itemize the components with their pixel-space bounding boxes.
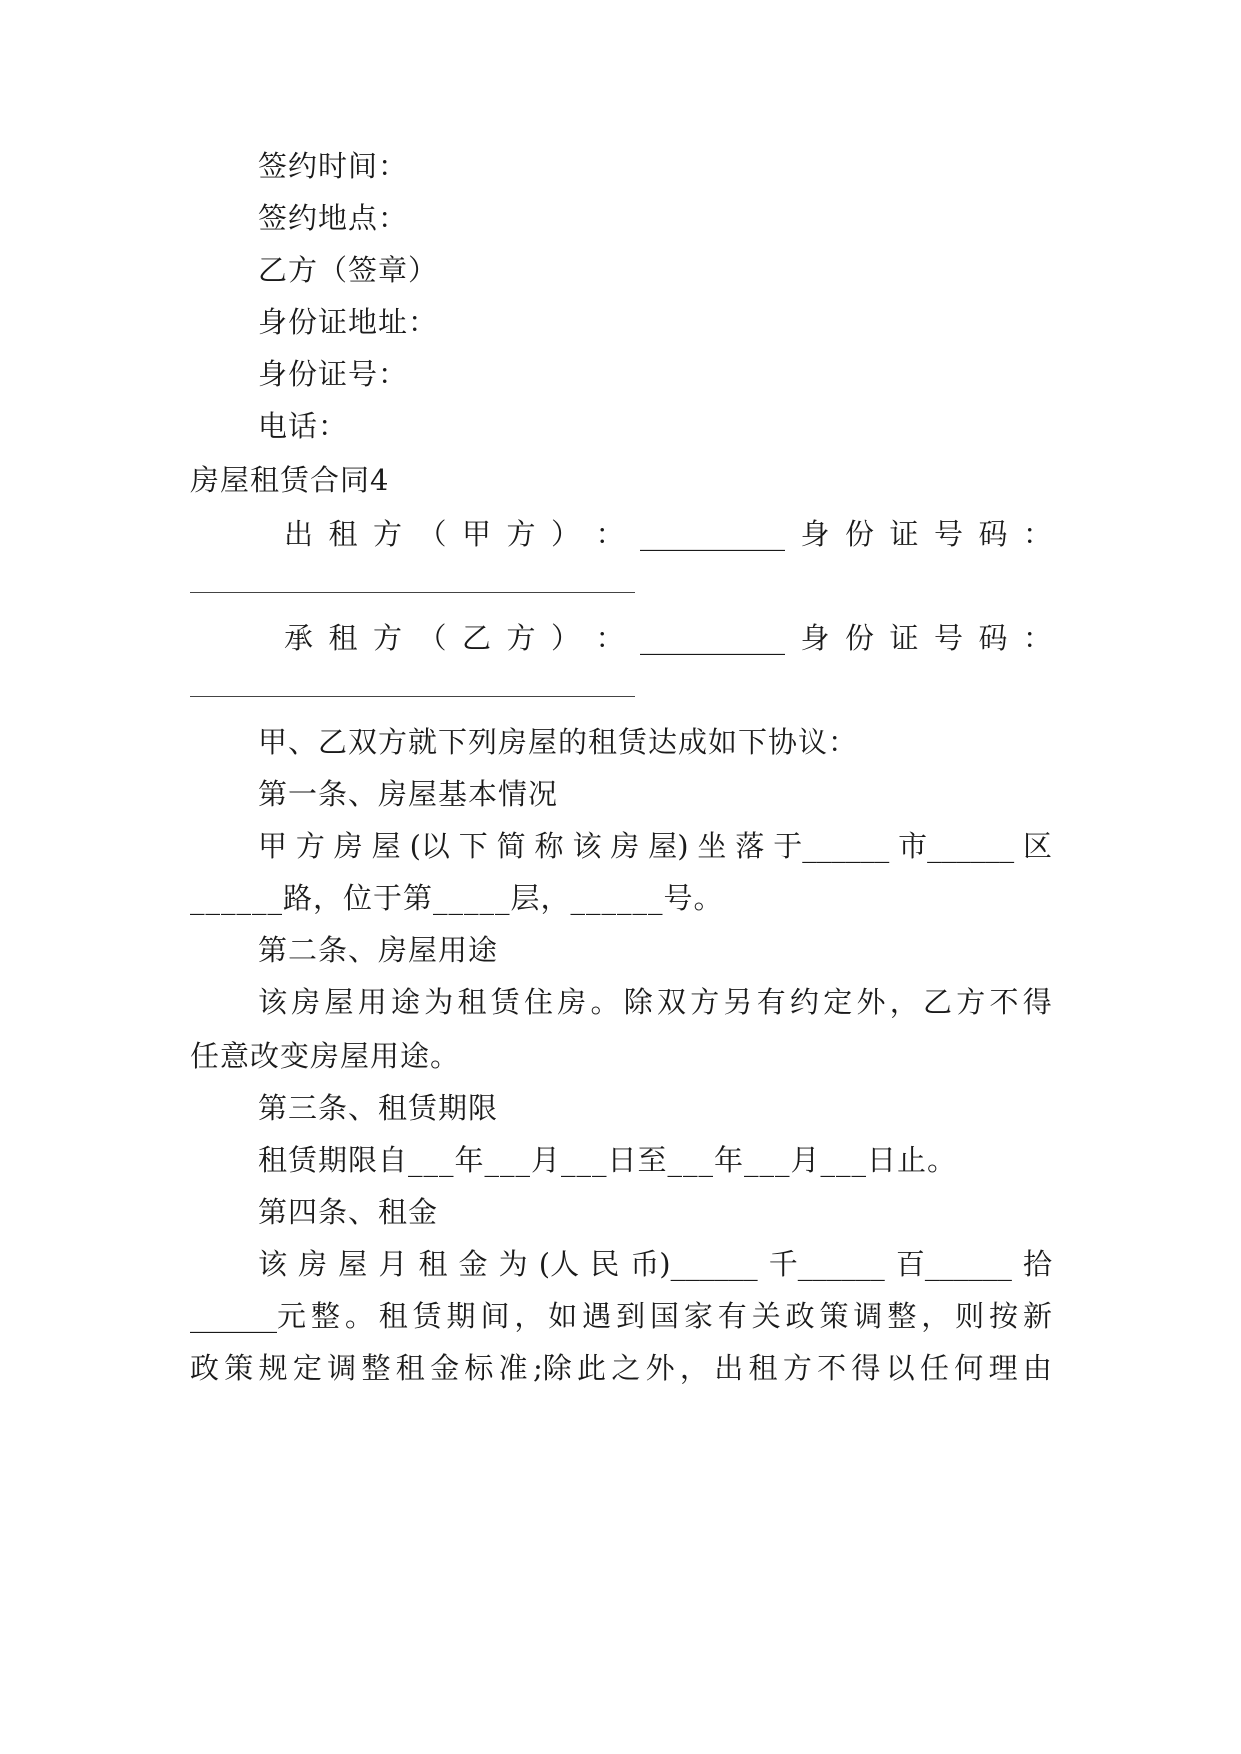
text-token: 期 [446, 1299, 476, 1333]
article1-line2: ______路，位于第_____层，______号。 [190, 881, 724, 915]
text-token: 新 [1022, 1299, 1052, 1333]
text-token: 金 [430, 1351, 460, 1385]
text-token: 币)______ [630, 1247, 758, 1281]
text-token: 租 [328, 517, 358, 551]
text-token: 不 [989, 985, 1019, 1019]
text-token: 方 [506, 621, 536, 655]
text-token: 市______ [898, 829, 1015, 863]
article4-line3 [190, 1348, 1052, 1388]
text-token: （ [417, 517, 447, 551]
lessee-line [284, 618, 1052, 658]
text-token: 策 [224, 1351, 254, 1385]
text-token: 住 [524, 985, 554, 1019]
text-token: 遇 [582, 1299, 612, 1333]
text-token: ） [551, 621, 581, 655]
article4-line1 [258, 1244, 1052, 1284]
text-token: 理 [988, 1351, 1018, 1385]
text-token: 房 [291, 985, 321, 1019]
text-token: ） [551, 517, 581, 551]
text-token: ： [1022, 517, 1052, 551]
text-token: 身 [800, 517, 830, 551]
text-token: 身 [800, 621, 830, 655]
text-token: 租 [395, 1351, 425, 1385]
text-token: 政 [785, 1299, 815, 1333]
text-token: 外 [645, 1351, 675, 1385]
article3-heading: 第三条、租赁期限 [258, 1091, 499, 1125]
text-token: 国 [649, 1299, 679, 1333]
id-number-label: 身份证号： [258, 357, 409, 391]
text-token: 乙 [923, 985, 953, 1019]
text-token: 策 [819, 1299, 849, 1333]
text-token: 金 [458, 1247, 488, 1281]
text-token: 方 [295, 829, 325, 863]
article1-line1 [258, 826, 1052, 866]
text-token: 整 [361, 1351, 391, 1385]
text-token: 。 [344, 1299, 374, 1333]
text-token: 则 [955, 1299, 985, 1333]
text-token: 该 [258, 985, 288, 1019]
text-token: 租 [748, 1351, 778, 1385]
text-token: 号 [933, 517, 963, 551]
text-token: 。 [590, 985, 620, 1019]
article1-heading: 第一条、房屋基本情况 [258, 777, 559, 811]
text-token: 规 [258, 1351, 288, 1385]
text-token: 租 [457, 985, 487, 1019]
text-token: ______元 [190, 1299, 307, 1333]
text-token: 有 [717, 1299, 747, 1333]
text-token: 有 [756, 985, 786, 1019]
text-token: 调 [853, 1299, 883, 1333]
article4-heading: 第四条、租金 [258, 1195, 439, 1229]
text-token: 屋 [338, 1247, 368, 1281]
lessee-id-blank-rule [190, 696, 635, 697]
text-token: (人 [538, 1247, 580, 1281]
text-token: 百______ [895, 1247, 1012, 1281]
text-token: 按 [989, 1299, 1019, 1333]
article3-line1: 租赁期限自___年___月___日至___年___月___日止。 [258, 1143, 958, 1177]
text-token: 承 [284, 621, 314, 655]
text-token: 途 [391, 985, 421, 1019]
text-token: ： [1022, 621, 1052, 655]
text-token: 方 [956, 985, 986, 1019]
text-token: ： [595, 517, 625, 551]
text-token: 家 [683, 1299, 713, 1333]
text-token: 为 [498, 1247, 528, 1281]
text-token: 证 [889, 621, 919, 655]
text-token: 方 [506, 517, 536, 551]
text-token: 调 [327, 1351, 357, 1385]
text-token: 如 [548, 1299, 578, 1333]
text-token: 之 [611, 1351, 641, 1385]
text-token: 甲 [258, 829, 288, 863]
text-token: 乙 [462, 621, 492, 655]
article2-line1 [258, 982, 1052, 1022]
text-token: __________ [640, 517, 785, 551]
article4-line2 [190, 1296, 1052, 1336]
text-token: 此 [577, 1351, 607, 1385]
text-token: 定 [292, 1351, 322, 1385]
text-token: 用 [357, 985, 387, 1019]
text-token: (以 [409, 829, 450, 863]
text-token: 房 [610, 829, 640, 863]
text-token: 政 [190, 1351, 220, 1385]
text-token: 码 [978, 621, 1008, 655]
text-token: 整 [310, 1299, 340, 1333]
lessor-id-blank-rule [190, 592, 635, 593]
text-token: ， [921, 1299, 951, 1333]
text-token: 整 [887, 1299, 917, 1333]
text-token: 甲 [462, 517, 492, 551]
text-token: 得 [851, 1351, 881, 1385]
text-token: ， [679, 1351, 709, 1385]
text-token: 坐 [697, 829, 727, 863]
text-token: 除 [623, 985, 653, 1019]
text-token: 到 [616, 1299, 646, 1333]
text-token: 份 [844, 621, 874, 655]
text-token: ， [889, 985, 919, 1019]
party-b-seal-label: 乙方（签章） [258, 253, 439, 287]
text-token: 何 [954, 1351, 984, 1385]
text-token: 房 [557, 985, 587, 1019]
text-token: 方 [373, 621, 403, 655]
text-token: 准 [498, 1351, 528, 1385]
text-token: 方 [373, 517, 403, 551]
sign-place-label: 签约地点： [258, 201, 409, 235]
text-token: ;除 [532, 1351, 572, 1385]
text-token: 份 [844, 517, 874, 551]
text-token: 不 [817, 1351, 847, 1385]
text-token: __________ [640, 621, 785, 655]
text-token: 约 [790, 985, 820, 1019]
text-token: 落 [735, 829, 765, 863]
text-token: 出 [284, 517, 314, 551]
text-token: 租 [378, 1299, 408, 1333]
text-token: 证 [889, 517, 919, 551]
article2-line2: 任意改变房屋用途。 [190, 1039, 461, 1073]
text-token: 以 [885, 1351, 915, 1385]
agreement-intro: 甲、乙双方就下列房屋的租赁达成如下协议： [258, 725, 859, 759]
text-token: 于______ [773, 829, 890, 863]
text-token: 双 [657, 985, 687, 1019]
text-token: 赁 [412, 1299, 442, 1333]
text-token: 千______ [768, 1247, 885, 1281]
text-token: 拾 [1022, 1247, 1052, 1281]
contract-title: 房屋租赁合同4 [190, 463, 390, 497]
text-token: 由 [1022, 1351, 1052, 1385]
text-token: 屋) [648, 829, 689, 863]
text-token: 定 [823, 985, 853, 1019]
text-token: 区 [1022, 829, 1052, 863]
phone-label: 电话： [258, 409, 349, 443]
text-token: 另 [723, 985, 753, 1019]
text-token: 方 [782, 1351, 812, 1385]
article2-heading: 第二条、房屋用途 [258, 933, 499, 967]
text-token: 标 [464, 1351, 494, 1385]
text-token: 租 [328, 621, 358, 655]
id-address-label: 身份证地址： [258, 305, 439, 339]
lessor-line [284, 514, 1052, 554]
text-token: （ [417, 621, 447, 655]
text-token: 出 [714, 1351, 744, 1385]
text-token: 关 [751, 1299, 781, 1333]
text-token: 任 [920, 1351, 950, 1385]
text-token: ： [595, 621, 625, 655]
text-token: 屋 [324, 985, 354, 1019]
text-token: 称 [534, 829, 564, 863]
text-token: 码 [978, 517, 1008, 551]
text-token: ， [514, 1299, 544, 1333]
text-token: 简 [496, 829, 526, 863]
text-token: 该 [572, 829, 602, 863]
text-token: 间 [480, 1299, 510, 1333]
text-token: 房 [298, 1247, 328, 1281]
text-token: 该 [258, 1247, 288, 1281]
text-token: 赁 [490, 985, 520, 1019]
sign-time-label: 签约时间： [258, 149, 409, 183]
text-token: 房 [333, 829, 363, 863]
text-token: 号 [933, 621, 963, 655]
text-token: 月 [378, 1247, 408, 1281]
text-token: 租 [418, 1247, 448, 1281]
text-token: 屋 [371, 829, 401, 863]
text-token: 下 [458, 829, 488, 863]
text-token: 民 [590, 1247, 620, 1281]
text-token: 方 [690, 985, 720, 1019]
text-token: 为 [424, 985, 454, 1019]
text-token: 得 [1022, 985, 1052, 1019]
text-token: 外 [856, 985, 886, 1019]
